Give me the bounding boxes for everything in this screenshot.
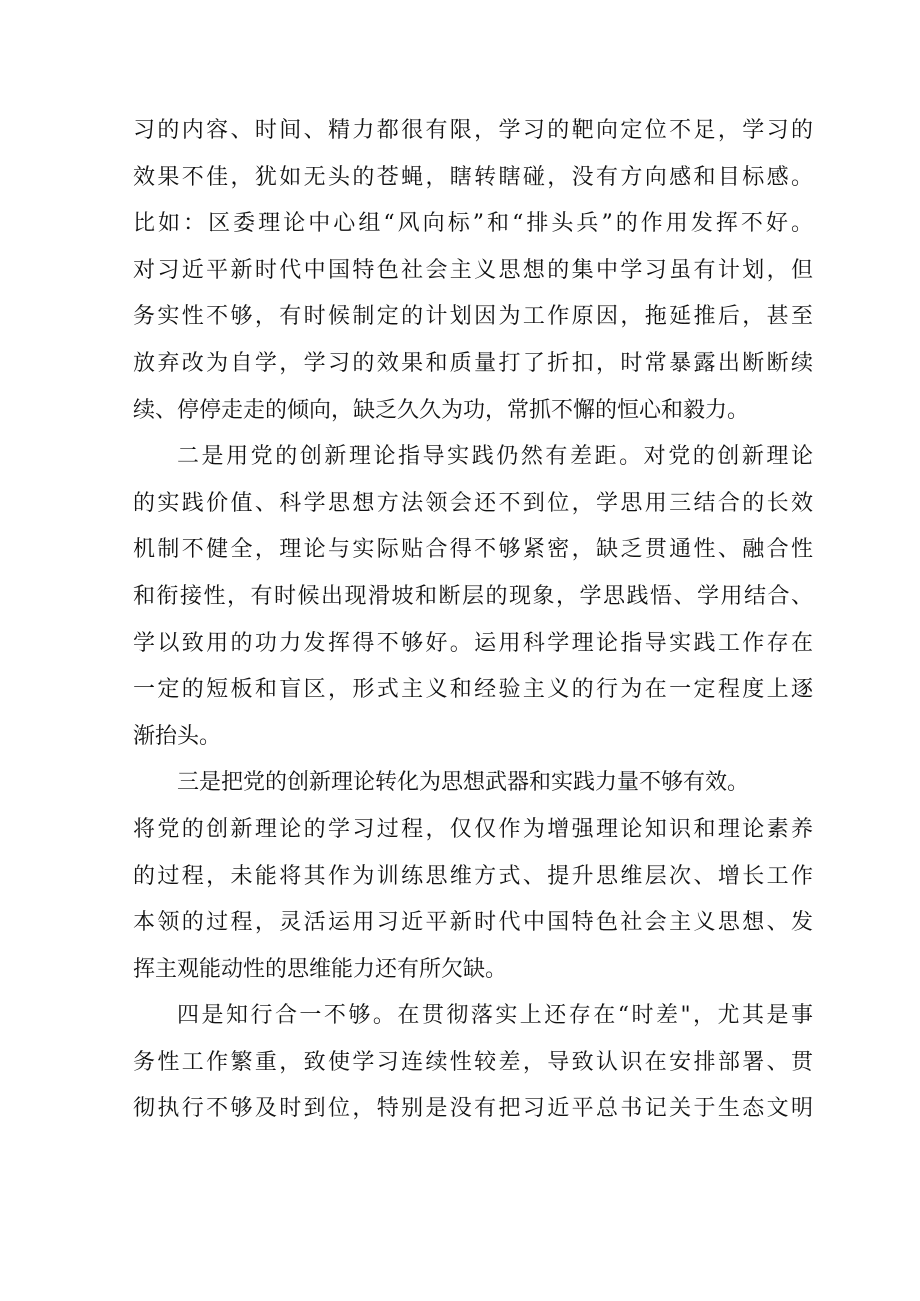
text-line: 对习近平新时代中国特色社会主义思想的集中学习虽有计划，但 [133, 257, 813, 283]
text-line: 机制不健全，理论与实际贴合得不够紧密，缺乏贯通性、融合性 [133, 537, 813, 563]
text-line: 放弃改为自学，学习的效果和质量打了折扣，时常暴露出断断续 [133, 350, 813, 376]
paragraph-2-practice-gap [133, 434, 813, 760]
text-line: 一定的短板和盲区，形式主义和经验主义的行为在一定程度上逐 [133, 677, 813, 703]
text-line: 彻执行不够及时到位，特别是没有把习近平总书记关于生态文明 [133, 1096, 813, 1122]
text-line: 的过程，未能将其作为训练思维方式、提升思维层次、增长工作 [133, 863, 813, 889]
paragraph-continuation [133, 108, 813, 434]
text-line: 挥主观能动性的思维能力还有所欠缺。 [133, 956, 508, 982]
text-line: 续、停停走走的倾向，缺乏久久为功，常抓不懈的恒心和毅力。 [133, 397, 750, 423]
text-line: 和衔接性，有时候出现滑坡和断层的现象，学思践悟、学用结合、 [133, 583, 813, 609]
text-line: 务实性不够，有时候制定的计划因为工作原因，拖延推后，甚至 [133, 304, 813, 330]
text-line: 三是把党的创新理论转化为思想武器和实践力量不够有效。 [177, 770, 750, 796]
text-line: 将党的创新理论的学习过程，仅仅作为增强理论知识和理论素养 [133, 816, 813, 842]
text-line: 效果不佳，犹如无头的苍蝇，瞎转瞎碰，没有方向感和目标感。 [133, 164, 813, 190]
text-line: 比如：区委理论中心组“风向标”和“排头兵”的作用发挥不好。 [133, 211, 813, 237]
text-line: 二是用党的创新理论指导实践仍然有差距。对党的创新理论 [177, 444, 813, 470]
text-line: 学以致用的功力发挥得不够好。运用科学理论指导实践工作存在 [133, 630, 813, 656]
paragraph-4-knowledge-action [133, 993, 813, 1133]
text-line: 渐抬头。 [133, 723, 222, 749]
text-line: 四是知行合一不够。在贯彻落实上还存在“时差"，尤其是事 [177, 1003, 813, 1029]
paragraph-3-transformation [133, 760, 813, 993]
text-line: 习的内容、时间、精力都很有限，学习的靶向定位不足，学习的 [133, 118, 813, 143]
document-body [133, 108, 813, 1133]
text-line: 的实践价值、科学思想方法领会还不到位，学思用三结合的长效 [133, 490, 813, 516]
text-line: 务性工作繁重，致使学习连续性较差，导致认识在安排部署、贯 [133, 1049, 813, 1075]
text-line: 本领的过程，灵活运用习近平新时代中国特色社会主义思想、发 [133, 910, 813, 936]
